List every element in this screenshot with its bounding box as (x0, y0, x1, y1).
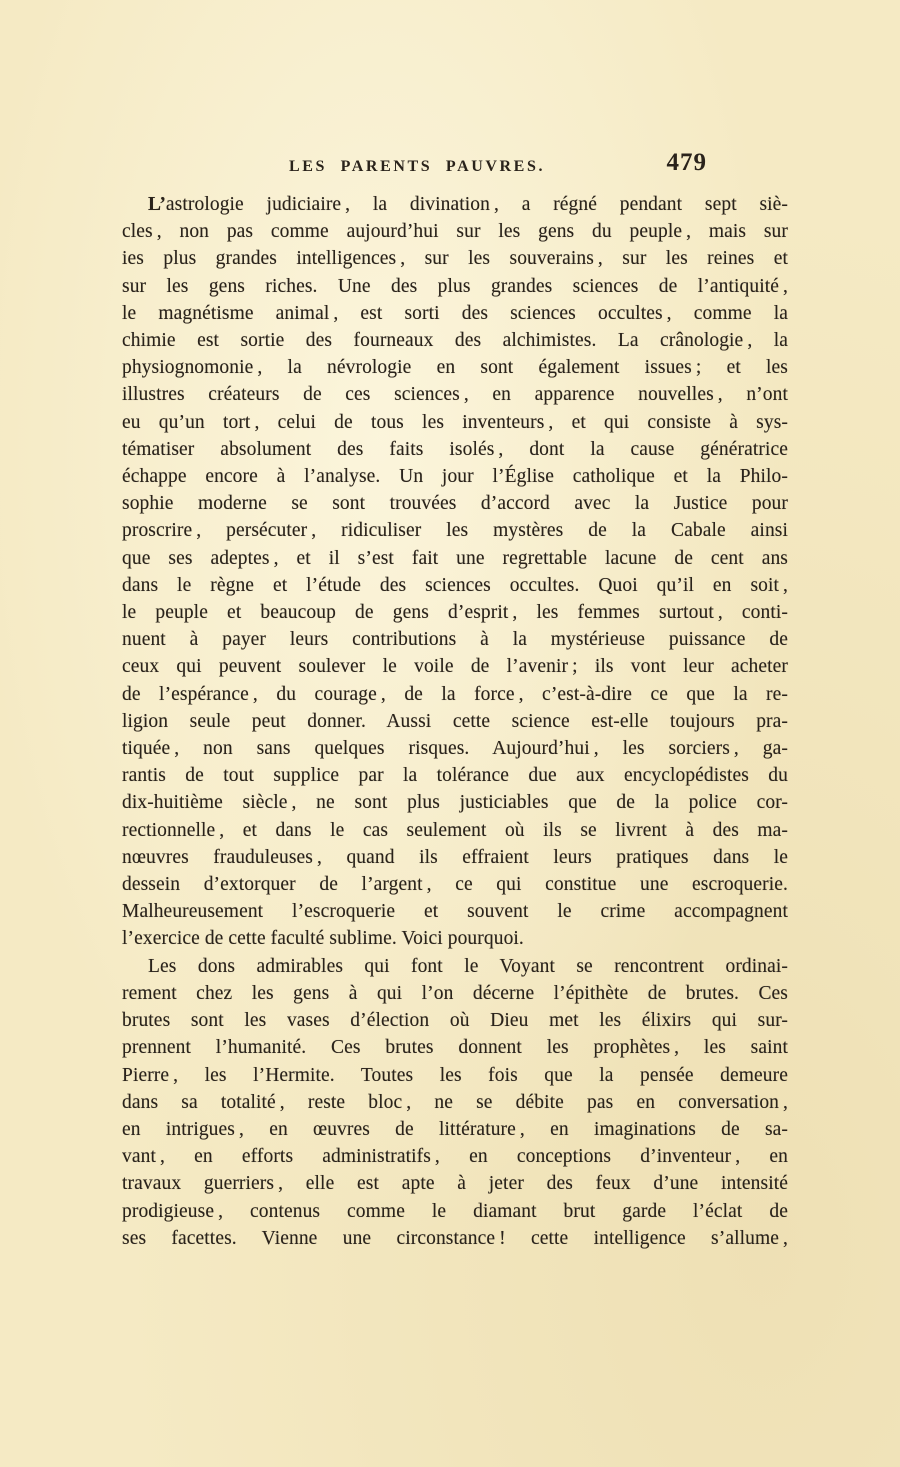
text-line: Malheureusement l’escroquerie et souvent le crime accompagnent (122, 901, 788, 923)
text-line: que ses adeptes , et il s’est fait une regrettable lacune de cent ans (122, 547, 788, 569)
text-line: travaux guerriers , elle est apte à jeter des feux d’une intensité (122, 1173, 788, 1195)
text-line: dix-huitième siècle , ne sont plus justiciables que de la police cor- (122, 792, 788, 814)
paragraph (122, 191, 788, 953)
text-line: nuent à payer leurs contributions à la mystérieuse puissance de (122, 629, 788, 651)
page-header (122, 149, 788, 186)
text-line: tiquée , non sans quelques risques. Aujourd’hui , les sorciers , ga- (122, 738, 788, 760)
text-line: échappe encore à l’analyse. Un jour l’Église catholique et la Philo- (122, 466, 788, 488)
text-line: ses facettes. Vienne une circonstance ! cette intelligence s’allume , (122, 1227, 788, 1249)
text-line: ies plus grandes intelligences , sur les souverains , sur les reines et (122, 248, 788, 270)
text-line: proscrire , persécuter , ridiculiser les mystères de la Cabale ainsi (122, 520, 788, 542)
text-line: ceux qui peuvent soulever le voile de l’avenir ; ils vont leur acheter (122, 656, 788, 678)
text-line: le peuple et beaucoup de gens d’esprit , les femmes surtout , conti- (122, 602, 788, 624)
text-line: dans le règne et l’étude des sciences occultes. Quoi qu’il en soit , (122, 574, 788, 596)
text-line: physiognomonie , la névrologie en sont également issues ; et les (122, 357, 788, 379)
text-line: de l’espérance , du courage , de la force , c’est-à-dire ce que la re- (122, 683, 788, 705)
text-line: l’exercice de cette faculté sublime. Voici pourquoi. (122, 928, 524, 950)
text-line: cles , non pas comme aujourd’hui sur les gens du peuple , mais sur (122, 221, 788, 243)
text-block (122, 191, 788, 1252)
text-line: prennent l’humanité. Ces brutes donnent les prophètes , les saint (122, 1037, 788, 1059)
text-line: dans sa totalité , reste bloc , ne se débite pas en conversation , (122, 1091, 788, 1113)
running-title: LES PARENTS PAUVRES. (288, 158, 546, 175)
text-line: vant , en efforts administratifs , en conceptions d’inventeur , en (122, 1146, 788, 1168)
text-line: nœuvres frauduleuses , quand ils effraient leurs pratiques dans le (122, 846, 788, 868)
text-line: rectionnelle , et dans le cas seulement où ils se livrent à des ma- (122, 819, 788, 841)
page-number: 479 (666, 149, 707, 176)
text-line: eu qu’un tort , celui de tous les inventeurs , et qui consiste à sys- (122, 411, 788, 433)
text-line: ligion seule peut donner. Aussi cette science est-elle toujours pra- (122, 710, 788, 732)
paragraph (122, 953, 788, 1252)
text-line: sur les gens riches. Une des plus grandes sciences de l’antiquité , (122, 275, 788, 297)
text-line: L’astrologie judiciaire , la divination , a régné pendant sept siè- (148, 194, 788, 215)
text-line: tématiser absolument des faits isolés , dont la cause génératrice (122, 438, 788, 460)
text-line: brutes sont les vases d’élection où Dieu met les élixirs qui sur- (122, 1010, 788, 1032)
text-line: dessein d’extorquer de l’argent , ce qui constitue une escroquerie. (122, 874, 788, 896)
text-line: Pierre , les l’Hermite. Toutes les fois que la pensée demeure (122, 1064, 788, 1086)
text-line: rement chez les gens à qui l’on décerne l’épithète de brutes. Ces (122, 982, 788, 1004)
text-line: en intrigues , en œuvres de littérature , en imaginations de sa- (122, 1118, 788, 1140)
text-line: Les dons admirables qui font le Voyant se rencontrent ordinai- (148, 955, 788, 977)
text-line: rantis de tout supplice par la tolérance due aux encyclopédistes du (122, 765, 788, 787)
text-line: illustres créateurs de ces sciences , en apparence nouvelles , n’ont (122, 384, 788, 406)
text-line: prodigieuse , contenus comme le diamant brut garde l’éclat de (122, 1200, 788, 1222)
text-line: sophie moderne se sont trouvées d’accord avec la Justice pour (122, 493, 788, 515)
text-line: chimie est sortie des fourneaux des alchimistes. La crânologie , la (122, 330, 788, 352)
text-line: le magnétisme animal , est sorti des sciences occultes , comme la (122, 302, 788, 324)
